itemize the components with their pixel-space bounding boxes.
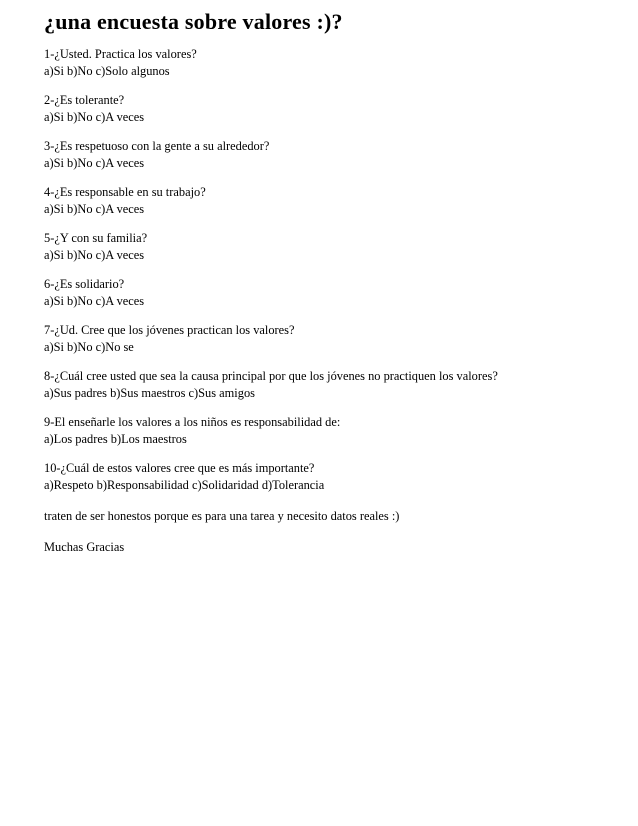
question-text: 10-¿Cuál de estos valores cree que es más importante?	[44, 461, 315, 475]
question-text: 7-¿Ud. Cree que los jóvenes practican los valores?	[44, 323, 295, 337]
question-block-7	[44, 322, 624, 356]
answer-options: a)Respeto b)Responsabilidad c)Solidaridad d)Tolerancia	[44, 478, 325, 492]
question-block-6	[44, 276, 624, 310]
answer-options: a)Sus padres b)Sus maestros c)Sus amigos	[44, 386, 255, 400]
answer-options: a)Si b)No c)A veces	[44, 156, 145, 170]
document-title: ¿una encuesta sobre valores :)?	[44, 9, 343, 34]
question-text: 9-El enseñarle los valores a los niños es responsabilidad de:	[44, 415, 341, 429]
question-block-3	[44, 138, 624, 172]
question-block-10	[44, 460, 624, 494]
question-text: 6-¿Es solidario?	[44, 277, 125, 291]
answer-options: a)Si b)No c)A veces	[44, 294, 145, 308]
answer-options: a)Si b)No c)A veces	[44, 248, 145, 262]
question-text: 5-¿Y con su familia?	[44, 231, 148, 245]
answer-options: a)Si b)No c)A veces	[44, 110, 145, 124]
question-block-4	[44, 184, 624, 218]
question-block-5	[44, 230, 624, 264]
closing-text: Muchas Gracias	[44, 540, 125, 554]
answer-options: a)Si b)No c)A veces	[44, 202, 145, 216]
answer-options: a)Los padres b)Los maestros	[44, 432, 187, 446]
question-block-1	[44, 46, 624, 80]
question-text: 8-¿Cuál cree usted que sea la causa principal por que los jóvenes no practiquen los valores?	[44, 369, 498, 383]
question-text: 3-¿Es respetuoso con la gente a su alrededor?	[44, 139, 270, 153]
question-block-2	[44, 92, 624, 126]
question-text: 2-¿Es tolerante?	[44, 93, 125, 107]
honesty-note: traten de ser honestos porque es para una tarea y necesito datos reales :)	[44, 509, 400, 523]
question-text: 1-¿Usted. Practica los valores?	[44, 47, 197, 61]
question-block-8	[44, 368, 624, 402]
question-text: 4-¿Es responsable en su trabajo?	[44, 185, 206, 199]
answer-options: a)Si b)No c)No se	[44, 340, 134, 354]
question-block-9	[44, 414, 624, 448]
answer-options: a)Si b)No c)Solo algunos	[44, 64, 170, 78]
document-page	[44, 8, 624, 568]
